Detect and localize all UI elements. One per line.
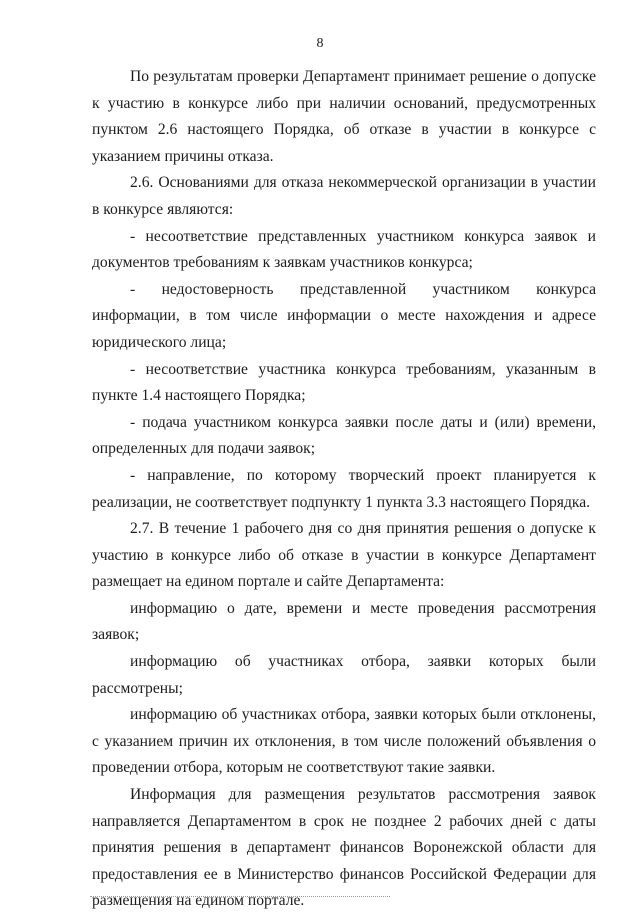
paragraph-publish-info-1: информацию о дате, времени и месте проведения рассмотрения заявок; [92, 599, 596, 644]
paragraph-2-6-heading: 2.6. Основаниями для отказа некоммерческой организации в участии в конкурсе являются: [92, 174, 596, 218]
document-body [92, 64, 596, 915]
paragraph-review-decision: По результатам проверки Департамент принимает решение о допуске к участию в конкурсе либо при наличии оснований, предусмотренных пунктом 2.6 настоящего Порядка, об отказе в участии в конкурсе с указанием причины отказа. [92, 68, 596, 165]
paragraph-2-7-heading: 2.7. В течение 1 рабочего дня со дня принятия решения о допуске к участию в конкурсе либо об отказе в участии в конкурсе Департамент размещает на едином портале и сайте Департамента: [92, 520, 596, 591]
paragraph-refusal-ground-1: - несоответствие представленных участником конкурса заявок и документов требованиям к заявкам участников конкурса; [92, 227, 596, 272]
page-number: 8 [316, 36, 324, 51]
paragraph-refusal-ground-4: - подача участником конкурса заявки после даты и (или) времени, определенных для подачи заявок; [92, 413, 596, 458]
paragraph-publish-info-2: информацию об участниках отбора, заявки которых были рассмотрены; [92, 653, 596, 697]
paragraph-refusal-ground-2: - недостоверность представленной участником конкурса информации, в том числе информации о месте нахождения и адресе юридического лица; [92, 280, 596, 351]
paragraph-results-info: Информация для размещения результатов рассмотрения заявок направляется Департаментом в срок не позднее 2 рабочих дней с даты принятия решения в департамент финансов Воронежской области для предоставления ее в Министерство финансов Российской Федерации для размещения на едином портале. [92, 786, 596, 910]
paragraph-publish-info-3: информацию об участниках отбора, заявки которых были отклонены, с указанием причин их отклонения, в том числе положений объявления о проведении отбора, которым не соответствуют такие заявки. [92, 706, 596, 777]
paragraph-refusal-ground-3: - несоответствие участника конкурса требованиям, указанным в пункте 1.4 настоящего Порядка; [92, 360, 596, 405]
paragraph-refusal-ground-5: - направление, по которому творческий проект планируется к реализации, не соответствует подпункту 1 пункта 3.3 настоящего Порядка. [92, 466, 596, 511]
page-bottom-divider [90, 896, 390, 897]
